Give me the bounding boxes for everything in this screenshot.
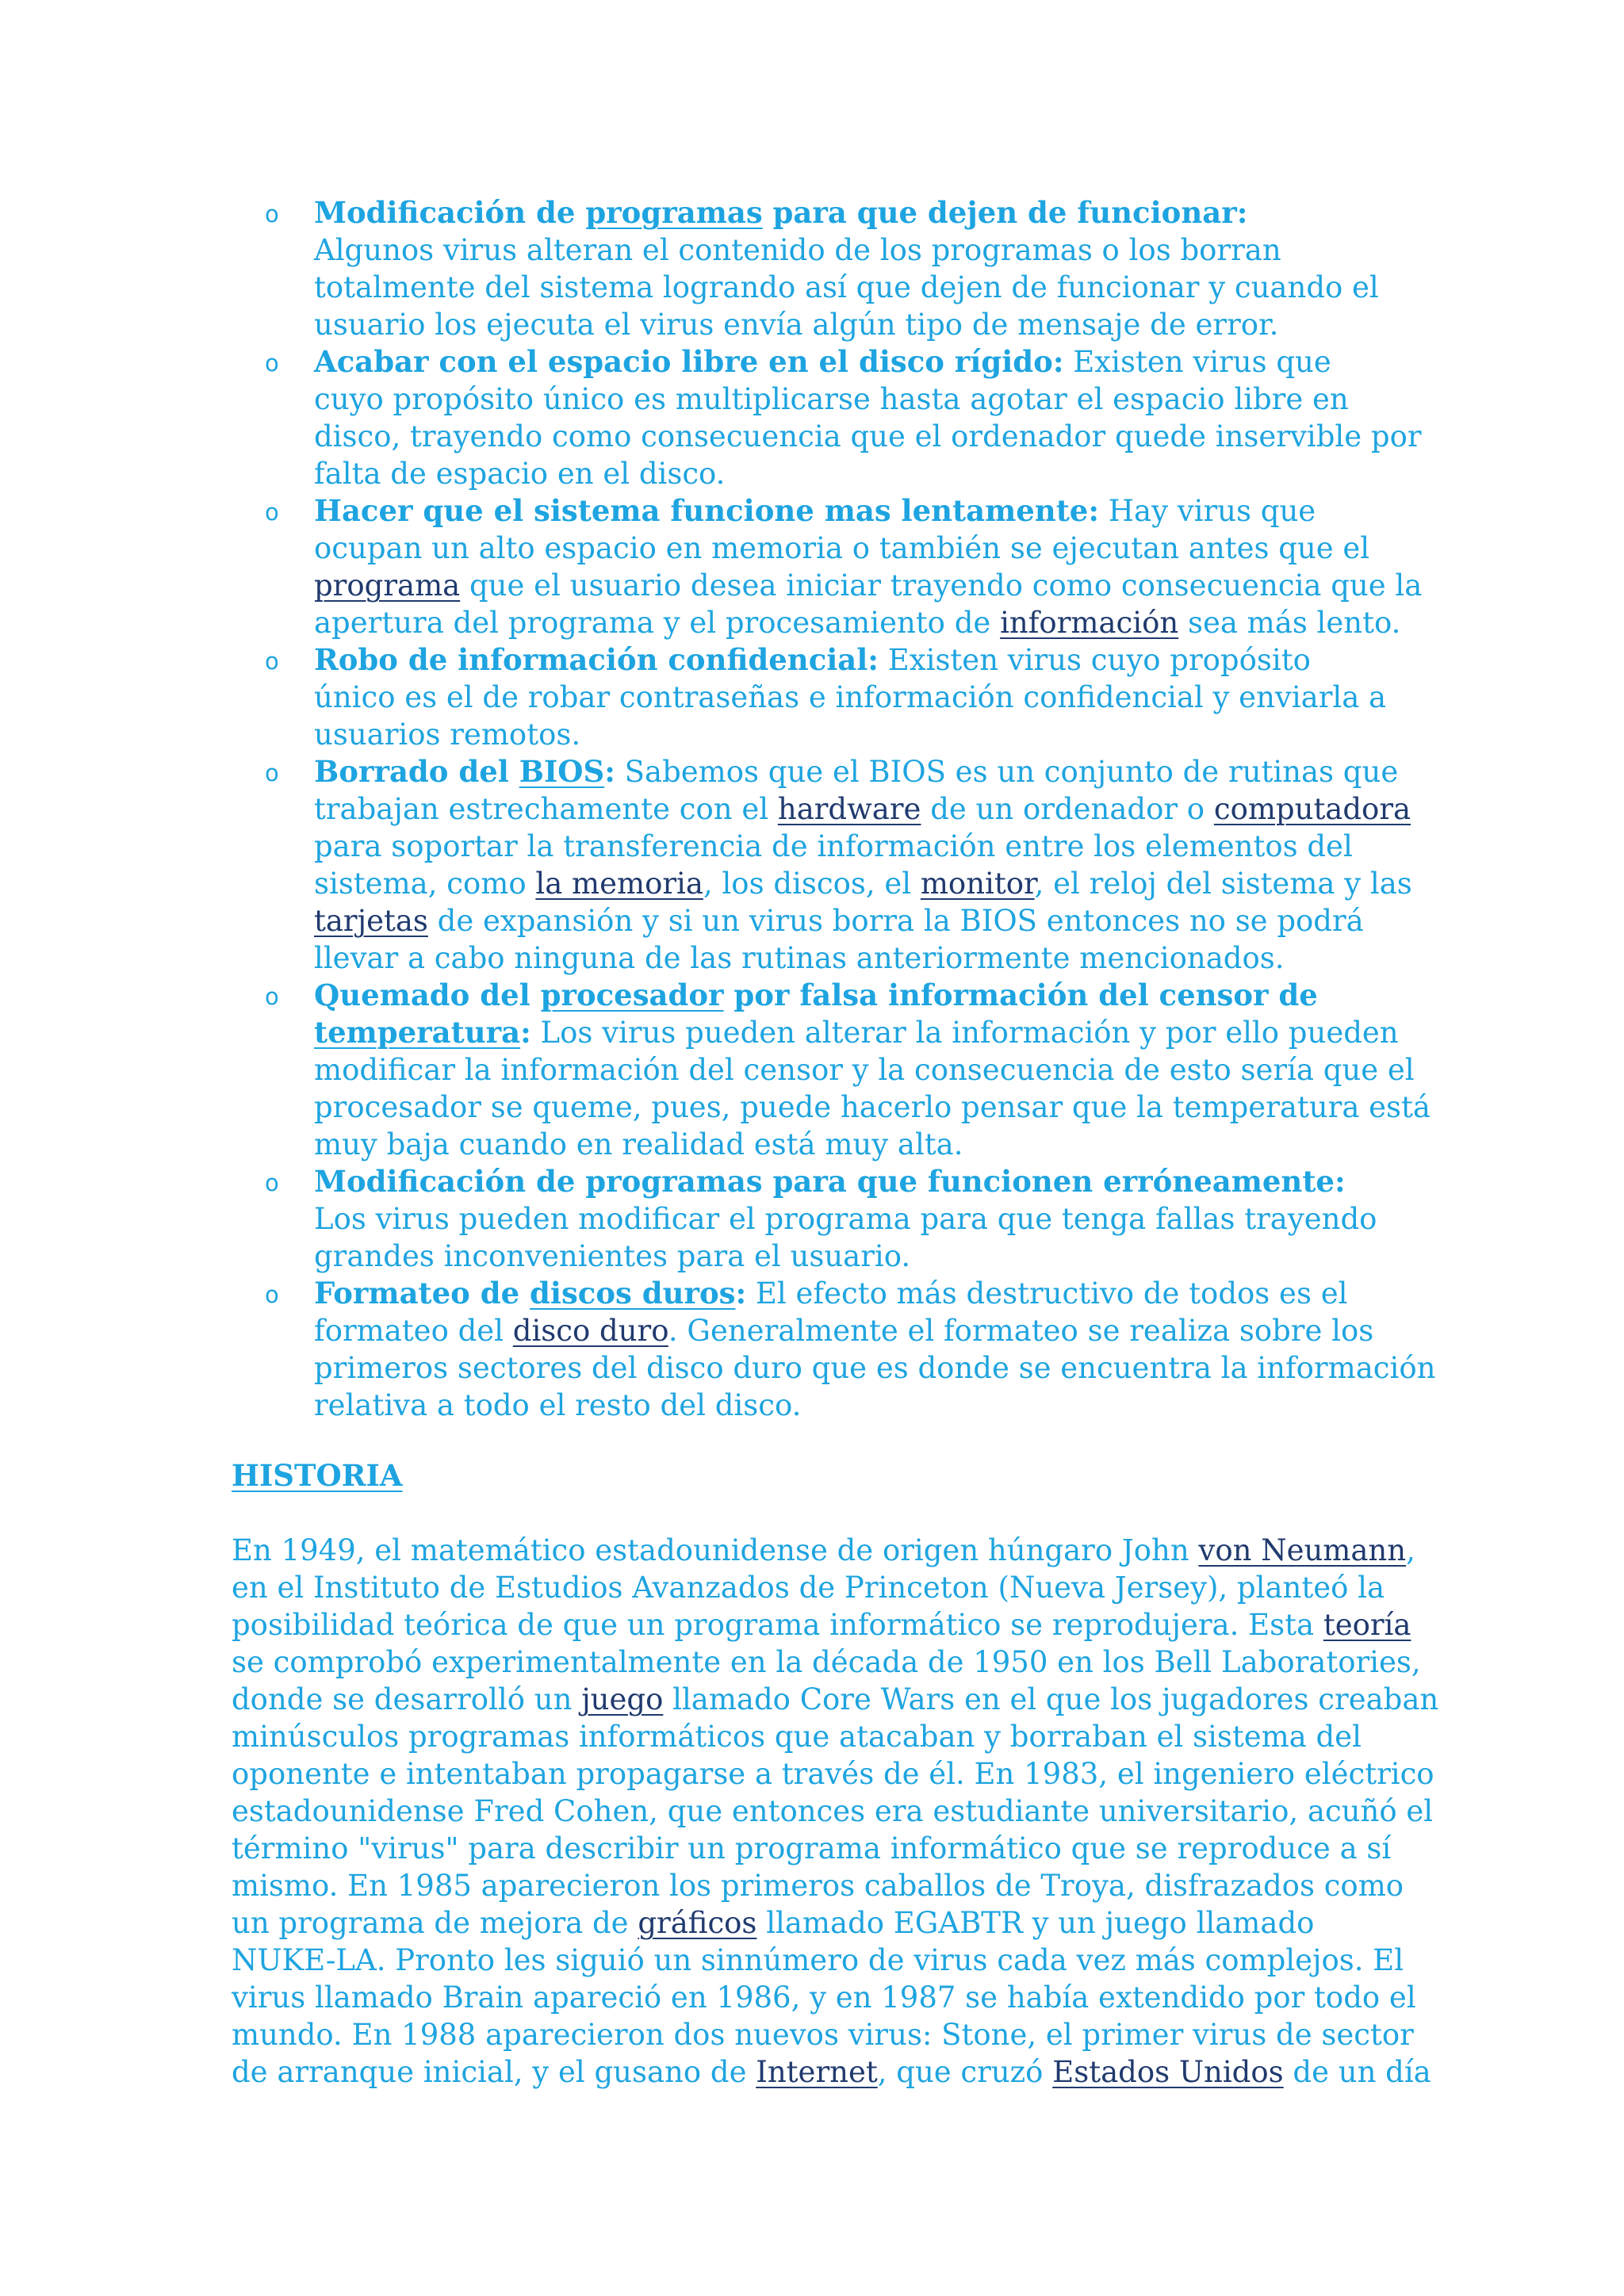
text-run: llevar a cabo ninguna de las rutinas anteriormente mencionados.: [314, 941, 1285, 975]
text-run: cuyo propósito único es multiplicarse hasta agotar el espacio libre en: [314, 382, 1349, 416]
bullet-line: [314, 828, 1353, 865]
bullet-marker: o: [265, 499, 279, 526]
text-run: llamado EGABTR y un juego llamado: [756, 1906, 1315, 1940]
hyperlink[interactable]: juego: [581, 1682, 664, 1716]
text-run: minúsculos programas informáticos que atacaban y borraban el sistema del: [232, 1720, 1362, 1754]
hyperlink[interactable]: programa: [314, 568, 461, 603]
hyperlink[interactable]: BIOS: [519, 754, 605, 789]
paragraph-line: [232, 2053, 1431, 2091]
bullet-line: [314, 194, 1247, 232]
text-run: falta de espacio en el disco.: [314, 457, 726, 491]
bullet-line: [314, 1387, 801, 1424]
text-run: Hacer que el sistema funcione mas lentamente:: [314, 493, 1099, 528]
hyperlink[interactable]: von Neumann: [1198, 1533, 1407, 1567]
hyperlink[interactable]: hardware: [777, 792, 921, 826]
bullet-line: [314, 641, 1311, 679]
text-run: Sabemos que el BIOS es un conjunto de rutinas que: [615, 755, 1399, 789]
text-run: en el Instituto de Estudios Avanzados de Princeton (Nueva Jersey), planteó la: [232, 1571, 1385, 1605]
text-run: , que cruzó: [877, 2055, 1053, 2089]
bullet-line: [314, 790, 1411, 828]
text-run: usuario los ejecuta el virus envía algún tipo de mensaje de error.: [314, 308, 1279, 342]
bullet-line: [314, 1163, 1346, 1200]
bullet-line: [314, 1126, 963, 1163]
text-run: ,: [1406, 1533, 1415, 1567]
hyperlink[interactable]: la memoria: [535, 867, 703, 901]
text-run: Borrado del: [314, 754, 519, 789]
text-run: :: [520, 1015, 531, 1050]
hyperlink[interactable]: discos duros: [530, 1276, 736, 1311]
bullet-line: [314, 567, 1422, 604]
text-run: mismo. En 1985 aparecieron los primeros caballos de Troya, disfrazados como: [232, 1869, 1404, 1903]
bullet-line: [314, 1238, 910, 1275]
hyperlink[interactable]: información: [1000, 606, 1179, 640]
text-run: Hay virus que: [1099, 494, 1316, 528]
text-run: , los discos, el: [703, 867, 921, 901]
text-run: sistema, como: [314, 867, 536, 901]
text-run: El efecto más destructivo de todos es el: [746, 1276, 1348, 1311]
text-run: único es el de robar contraseñas e información confidencial y enviarla a: [314, 680, 1387, 714]
paragraph-line: [232, 2016, 1414, 2053]
text-run: Acabar con el espacio libre en el disco rígido:: [314, 344, 1064, 379]
text-run: formateo del: [314, 1314, 513, 1348]
text-run: para que dejen de funcionar:: [762, 195, 1248, 230]
text-run: de un ordenador o: [921, 792, 1214, 826]
hyperlink[interactable]: tarjetas: [314, 904, 428, 938]
hyperlink[interactable]: disco duro: [512, 1314, 668, 1348]
bullet-line: [314, 1275, 1347, 1312]
bullet-line: [314, 604, 1400, 641]
text-run: donde se desarrolló un: [232, 1682, 582, 1716]
text-run: :: [735, 1276, 747, 1311]
bullet-line: [314, 1051, 1415, 1089]
text-run: estadounidense Fred Cohen, que entonces era estudiante universitario, acuñó el: [232, 1794, 1434, 1828]
bullet-line: [314, 865, 1412, 902]
hyperlink[interactable]: procesador: [540, 978, 724, 1012]
text-run: primeros sectores del disco duro que es donde se encuentra la información: [314, 1351, 1436, 1385]
text-run: , el reloj del sistema y las: [1034, 867, 1412, 901]
bullet-marker: o: [265, 1169, 279, 1196]
text-run: NUKE-LA. Pronto les siguió un sinnúmero de virus cada vez más complejos. El: [232, 1943, 1404, 1977]
bullet-line: [314, 418, 1422, 455]
text-run: se comprobó experimentalmente en la década de 1950 en los Bell Laboratories,: [232, 1645, 1421, 1679]
paragraph-line: [232, 1830, 1391, 1867]
paragraph-line: [232, 1606, 1411, 1644]
hyperlink[interactable]: computadora: [1213, 792, 1411, 826]
bullet-marker: o: [265, 760, 279, 786]
bullet-line: [314, 902, 1364, 939]
text-run: grandes inconvenientes para el usuario.: [314, 1239, 911, 1273]
hyperlink[interactable]: gráficos: [638, 1906, 757, 1940]
text-run: apertura del programa y el procesamiento de: [314, 606, 1001, 640]
text-run: Existen virus que: [1063, 345, 1331, 379]
text-run: para soportar la transferencia de información entre los elementos del: [314, 829, 1353, 863]
text-run: muy baja cuando en realidad está muy alta.: [314, 1127, 963, 1161]
text-run: un programa de mejora de: [232, 1906, 638, 1940]
text-run: Formateo de: [314, 1276, 530, 1311]
text-run: relativa a todo el resto del disco.: [314, 1388, 802, 1422]
hyperlink[interactable]: teoría: [1323, 1608, 1411, 1642]
text-run: virus llamado Brain apareció en 1986, y en 1987 se había extendido por todo el: [232, 1980, 1416, 2015]
paragraph-line: [232, 1718, 1362, 1755]
paragraph-line: [232, 1681, 1438, 1718]
paragraph-line: [232, 1569, 1385, 1606]
text-run: Robo de información confidencial:: [314, 642, 879, 677]
text-run: Los virus pueden modificar el programa para que tenga fallas trayendo: [314, 1202, 1377, 1236]
text-run: Modificación de programas para que funcionen erróneamente:: [314, 1164, 1346, 1199]
text-run: posibilidad teórica de que un programa informático se reprodujera. Esta: [232, 1608, 1323, 1642]
paragraph-line: [232, 1904, 1314, 1942]
text-run: sea más lento.: [1178, 606, 1401, 640]
bullet-line: [314, 939, 1285, 977]
bullet-line: [314, 1200, 1377, 1238]
bullet-line: [314, 269, 1379, 306]
bullet-line: [314, 1089, 1431, 1126]
bullet-line: [314, 530, 1369, 567]
text-run: llamado Core Wars en el que los jugadores creaban: [663, 1682, 1439, 1716]
text-run: . Generalmente el formateo se realiza sobre los: [668, 1314, 1374, 1348]
paragraph-line: [232, 1793, 1433, 1830]
text-run: mundo. En 1988 aparecieron dos nuevos virus: Stone, el primer virus de sector: [232, 2018, 1414, 2052]
paragraph-line: [232, 1755, 1434, 1793]
bullet-marker: o: [265, 983, 279, 1010]
text-run: trabajan estrechamente con el: [314, 792, 778, 826]
text-run: que el usuario desea iniciar trayendo como consecuencia que la: [460, 568, 1423, 603]
bullet-line: [314, 1014, 1399, 1051]
bullet-line: [314, 977, 1318, 1014]
bullet-marker: o: [265, 1281, 279, 1308]
bullet-line: [314, 716, 580, 753]
bullet-line: [314, 679, 1386, 716]
bullet-line: [314, 1349, 1435, 1387]
text-run: Quemado del: [314, 978, 541, 1012]
bullet-line: [314, 306, 1278, 343]
bullet-line: [314, 343, 1331, 381]
text-run: por falsa información del censor de: [723, 978, 1318, 1012]
bullet-line: [314, 455, 725, 492]
bullet-marker: o: [265, 350, 279, 377]
bullet-line: [314, 1312, 1373, 1349]
text-run: totalmente del sistema logrando así que dejen de funcionar y cuando el: [314, 270, 1379, 304]
hyperlink[interactable]: Internet: [756, 2055, 878, 2089]
text-run: Algunos virus alteran el contenido de los programas o los borran: [314, 233, 1281, 267]
text-run: disco, trayendo como consecuencia que el ordenador quede inservible por: [314, 419, 1422, 453]
text-run: ocupan un alto espacio en memoria o también se ejecutan antes que el: [314, 531, 1370, 565]
section-heading-historia: HISTORIA: [232, 1458, 403, 1493]
text-run: Modificación de: [314, 195, 586, 230]
bullet-line: [314, 232, 1281, 269]
paragraph-line: [232, 1979, 1416, 2016]
paragraph-line: [232, 1644, 1421, 1681]
text-run: usuarios remotos.: [314, 718, 581, 752]
text-run: de un día: [1283, 2055, 1431, 2089]
bullet-marker: o: [265, 201, 279, 228]
hyperlink[interactable]: temperatura: [314, 1015, 521, 1050]
text-run: procesador se queme, pues, puede hacerlo pensar que la temperatura está: [314, 1090, 1431, 1124]
paragraph-line: [232, 1532, 1415, 1569]
bullet-line: [314, 381, 1349, 418]
bullet-line: [314, 753, 1398, 790]
text-run: :: [604, 754, 615, 789]
text-run: término "virus" para describir un programa informático que se reproduce a sí: [232, 1831, 1392, 1866]
bullet-line: [314, 492, 1316, 530]
hyperlink[interactable]: monitor: [920, 867, 1035, 901]
paragraph-line: [232, 1867, 1404, 1904]
text-run: modificar la información del censor y la consecuencia de esto sería que el: [314, 1053, 1415, 1087]
text-run: de expansión y si un virus borra la BIOS entonces no se podrá: [427, 904, 1364, 938]
text-run: oponente e intentaban propagarse a través de él. En 1983, el ingeniero eléctrico: [232, 1757, 1434, 1791]
text-run: Existen virus cuyo propósito: [878, 643, 1311, 677]
text-run: En 1949, el matemático estadounidense de origen húngaro John: [232, 1533, 1199, 1567]
bullet-marker: o: [265, 648, 279, 675]
hyperlink[interactable]: programas: [585, 195, 763, 230]
hyperlink[interactable]: Estados Unidos: [1052, 2055, 1284, 2089]
paragraph-line: [232, 1942, 1404, 1979]
text-run: Los virus pueden alterar la información y por ello pueden: [530, 1016, 1399, 1050]
text-run: de arranque inicial, y el gusano de: [232, 2055, 756, 2089]
